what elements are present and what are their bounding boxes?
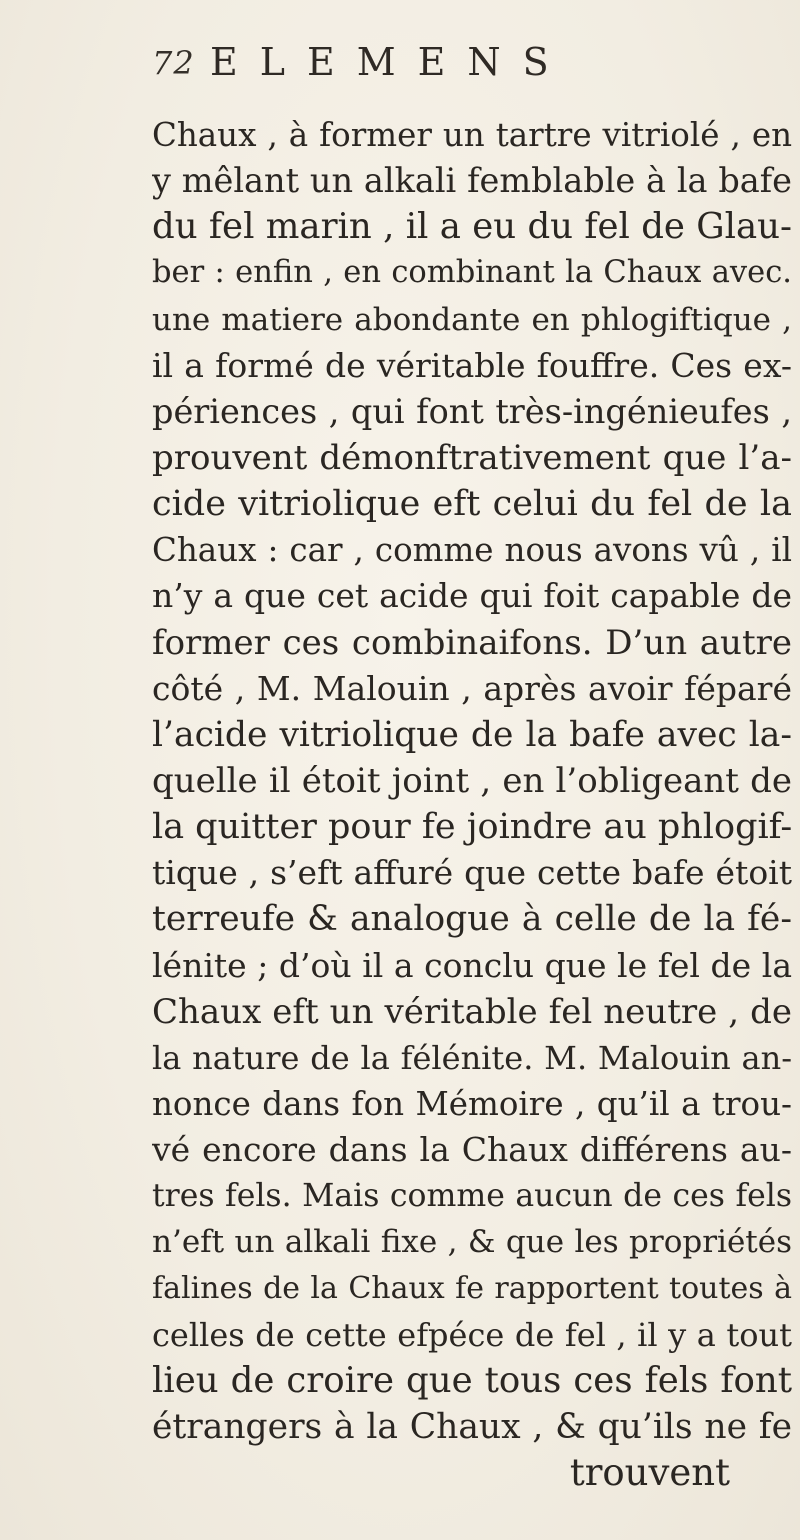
page-header — [152, 40, 792, 100]
text-line: du fel marin , il a eu du fel de Glau- — [152, 206, 792, 248]
text-line: l’acide vitriolique de la bafe avec la- — [152, 714, 792, 755]
text-line: former ces combinaifons. D’un autre — [152, 622, 792, 663]
text-line: Chaux : car , comme nous avons vû , il — [152, 531, 792, 570]
body-text — [152, 112, 792, 1496]
text-line: falines de la Chaux fe rapportent toutes à — [152, 1270, 792, 1306]
text-line: lieu de croire que tous ces fels font — [152, 1359, 792, 1401]
text-line: y mêlant un alkali femblable à la bafe — [152, 161, 792, 201]
text-line: périences , qui font très-ingénieufes , — [152, 391, 792, 431]
text-line: terreufe & analogue à celle de la fé- — [152, 899, 792, 940]
text-line: n’eft un alkali fixe , & que les propriétés — [152, 1224, 792, 1261]
page-number: 72 — [152, 44, 195, 82]
text-line: nonce dans fon Mémoire , qu’il a trou- — [152, 1084, 792, 1123]
text-line: celles de cette efpéce de fel , il y a tout — [152, 1315, 792, 1354]
text-line: Chaux eft un véritable fel neutre , de — [152, 991, 792, 1032]
text-line: côté , M. Malouin , après avoir féparé — [152, 668, 792, 708]
text-line: la nature de la félénite. M. Malouin an- — [152, 1038, 792, 1077]
text-line: ber : enfin , en combinant la Chaux avec. — [152, 255, 792, 291]
text-line: prouvent démonftrativement que l’a- — [152, 437, 792, 478]
text-line: cide vitriolique eft celui du fel de la — [152, 484, 792, 525]
text-line: tres fels. Mais comme aucun de ces fels — [152, 1178, 792, 1215]
text-line: étrangers à la Chaux , & qu’ils ne fe — [152, 1406, 792, 1447]
text-line: une matiere abondante en phlogiftique , — [152, 301, 792, 338]
text-line: Chaux , à former un tartre vitriolé , en — [152, 116, 792, 154]
text-line: n’y a que cet acide qui foit capable de — [152, 576, 792, 616]
text-line: lénite ; d’où il a conclu que le fel de la — [152, 945, 792, 985]
catchword: trouvent — [569, 1451, 730, 1495]
running-head: ELEMENS — [210, 40, 571, 84]
text-line: vé encore dans la Chaux différens au- — [152, 1130, 792, 1170]
text-line: la quitter pour fe joindre au phlogif- — [152, 807, 792, 848]
text-line: tique , s’eft affuré que cette bafe étoit — [152, 853, 792, 893]
text-line: il a formé de véritable fouffre. Ces ex- — [152, 345, 792, 385]
text-line: quelle il étoit joint , en l’obligeant de — [152, 760, 792, 801]
